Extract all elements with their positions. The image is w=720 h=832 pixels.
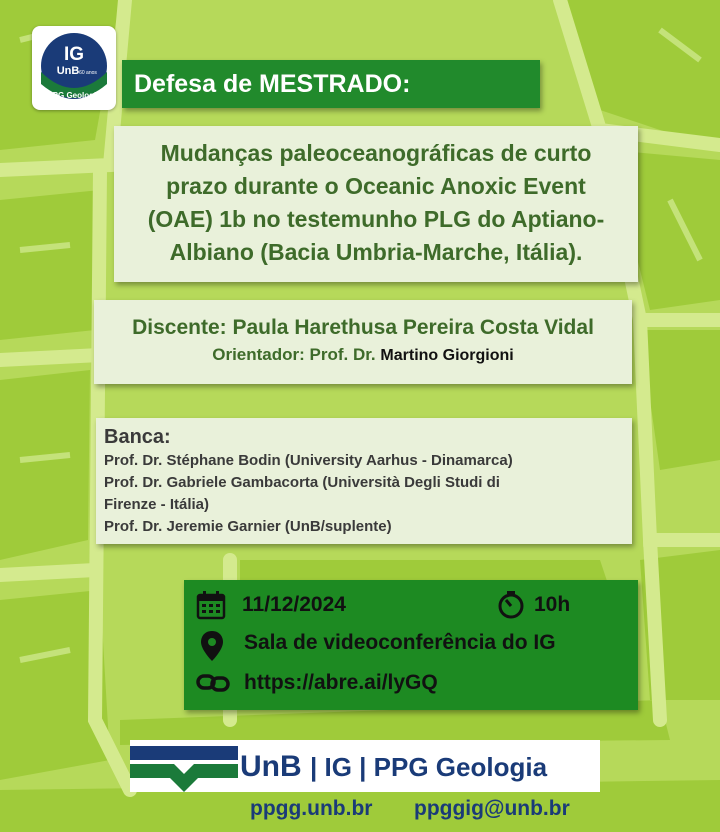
event-date: 11/12/2024	[242, 593, 346, 616]
event-details-box	[184, 580, 638, 710]
logo-tagline: 60 anos	[79, 70, 97, 76]
student-name: Discente: Paula Harethusa Pereira Costa Vidal	[132, 316, 594, 339]
unb-emblem-icon	[130, 740, 238, 792]
committee-member: Prof. Dr. Jeremie Garnier (UnB/suplente)	[104, 518, 392, 535]
thesis-title-line: Mudanças paleoceanográficas de curto	[160, 140, 592, 166]
thesis-title-line: (OAE) 1b no testemunho PLG do Aptiano-	[147, 206, 605, 232]
event-link[interactable]: https://abre.ai/lyGQ	[244, 671, 438, 694]
ig-unb-logo	[32, 26, 116, 110]
location-pin-icon	[200, 630, 224, 662]
committee-member: Firenze - Itália)	[104, 496, 210, 513]
event-location: Sala de videoconferência do IG	[244, 631, 556, 654]
committee-member: Prof. Dr. Gabriele Gambacorta (Università Degli Studi di	[104, 474, 500, 491]
defense-title-banner: Defesa de MESTRADO:	[122, 60, 540, 108]
committee-box	[96, 418, 632, 544]
footer-programs: | IG | PPG Geologia	[310, 752, 548, 782]
thesis-title-box	[114, 126, 638, 282]
footer-unb: UnB	[240, 750, 302, 783]
thesis-title-line: Albiano (Bacia Umbria-Marche, Itália).	[169, 239, 583, 265]
calendar-icon	[196, 590, 226, 620]
advisor-line	[94, 342, 632, 369]
link-icon	[196, 672, 230, 694]
footer-email[interactable]: ppggig@unb.br	[414, 797, 570, 820]
advisor-prefix: Orientador: Prof. Dr.	[212, 345, 376, 364]
clock-icon	[496, 590, 526, 620]
advisor-name: Martino Giorgioni	[380, 347, 514, 364]
ig-unb-logo-graphic	[32, 26, 116, 110]
committee-member: Prof. Dr. Stéphane Bodin (University Aarhus - Dinamarca)	[104, 452, 513, 469]
event-time: 10h	[534, 593, 571, 616]
footer-branding	[240, 740, 547, 792]
thesis-title-line: prazo durante o Oceanic Anoxic Event	[166, 173, 586, 199]
student-box	[94, 300, 632, 384]
logo-abbr-bottom: UnB	[56, 65, 80, 77]
logo-abbr-top: IG	[63, 44, 85, 65]
footer-website[interactable]: ppgg.unb.br	[250, 797, 373, 820]
committee-title: Banca:	[104, 426, 171, 448]
logo-program: PPG Geologia	[47, 91, 101, 100]
